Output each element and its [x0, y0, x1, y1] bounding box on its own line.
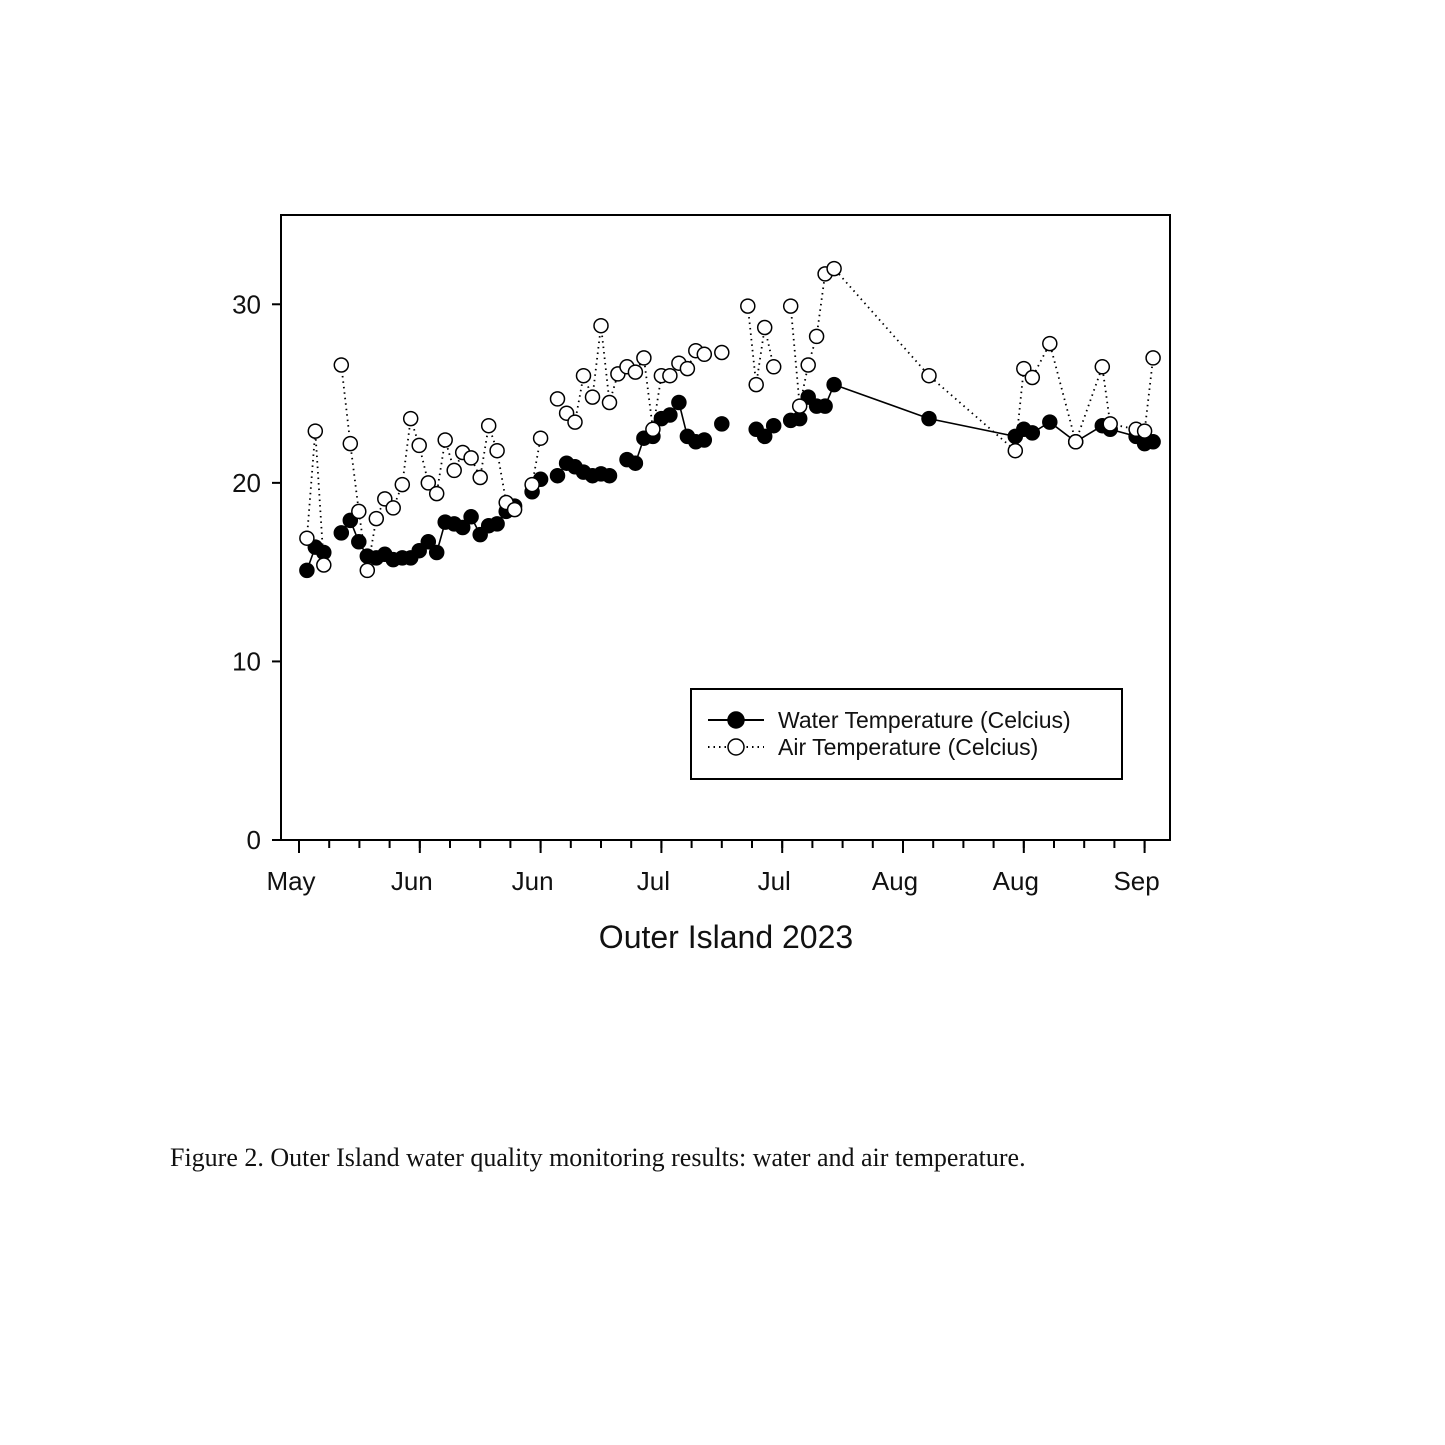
air-temp-point — [369, 512, 383, 526]
air-temp-point — [334, 358, 348, 372]
air-temp-point — [1069, 435, 1083, 449]
air-temp-point — [594, 319, 608, 333]
water-temp-point — [715, 417, 729, 431]
air-temp-point — [793, 399, 807, 413]
air-temp-point — [412, 438, 426, 452]
air-temp-point — [628, 365, 642, 379]
air-temp-point — [577, 369, 591, 383]
air-temp-point — [352, 504, 366, 518]
air-temp-point — [395, 478, 409, 492]
series-lines — [307, 269, 1153, 571]
air-temp-point — [525, 478, 539, 492]
air-temp-point — [741, 299, 755, 313]
air-temp-point — [534, 431, 548, 445]
legend-air-label: Air Temperature (Celcius) — [778, 734, 1039, 760]
air-temp-point — [680, 362, 694, 376]
air-temp-point — [438, 433, 452, 447]
y-tick-label: 10 — [232, 646, 261, 677]
air-temp-point — [1138, 424, 1152, 438]
water-temp-point — [334, 526, 348, 540]
air-temp-point — [586, 390, 600, 404]
air-temp-point — [360, 563, 374, 577]
water-temp-point — [628, 456, 642, 470]
air-temp-point — [464, 451, 478, 465]
legend-air-marker — [728, 739, 744, 755]
water-temp-point — [672, 396, 686, 410]
air-temp-point — [697, 347, 711, 361]
x-tick-label: Jul — [757, 866, 791, 896]
x-tick-label: Jul — [636, 866, 671, 896]
air-temp-point — [922, 369, 936, 383]
air-temp-point — [343, 437, 357, 451]
air-temp-point — [508, 503, 522, 517]
x-tick-label: Jun — [511, 866, 554, 896]
y-tick-label: 0 — [246, 825, 261, 855]
air-temp-point — [646, 422, 660, 436]
water-temp-point — [1043, 415, 1057, 429]
water-temp-point — [767, 419, 781, 433]
axis-ticks — [232, 289, 1160, 896]
legend-water-label: Water Temperature (Celcius) — [778, 707, 1071, 733]
water-temp-point — [663, 408, 677, 422]
air-temp-point — [473, 471, 487, 485]
air-temp-point — [663, 369, 677, 383]
water-temp-point — [603, 469, 617, 483]
air-temp-point — [637, 351, 651, 365]
legend — [691, 689, 1122, 779]
air-temp-point — [300, 531, 314, 545]
air-temp-point — [1095, 360, 1109, 374]
x-tick-label: Aug — [992, 866, 1039, 896]
air-temp-point — [317, 558, 331, 572]
y-tick-label: 30 — [232, 289, 261, 320]
air-temp-point — [715, 346, 729, 360]
air-temp-point — [749, 378, 763, 392]
legend-water-marker — [728, 712, 744, 728]
air-temp-point — [1103, 417, 1117, 431]
air-temp-point — [404, 412, 418, 426]
air-temp-point — [447, 463, 461, 477]
air-temp-point — [1025, 371, 1039, 385]
water-temp-point — [352, 535, 366, 549]
air-temp-point — [603, 396, 617, 410]
water-temp-point — [922, 412, 936, 426]
air-temp-point — [1008, 444, 1022, 458]
air-temp-point — [767, 360, 781, 374]
air-temp-point — [568, 415, 582, 429]
water-temp-point — [1025, 426, 1039, 440]
water-temp-point — [551, 469, 565, 483]
water-temp-point — [697, 433, 711, 447]
air-temp-point — [1146, 351, 1160, 365]
air-temp-point — [386, 501, 400, 515]
series-points — [300, 262, 1160, 578]
x-tick-label: Jun — [390, 866, 433, 896]
x-axis-title: Outer Island 2023 — [598, 919, 854, 955]
air-temp-point — [482, 419, 496, 433]
x-tick-label: May — [266, 866, 316, 896]
figure-caption: Figure 2. Outer Island water quality monitoring results: water and air temperature. — [170, 1143, 1026, 1172]
air-temp-point — [490, 444, 504, 458]
water-temp-point — [464, 510, 478, 524]
air-temp-point — [430, 487, 444, 501]
water-temp-point — [300, 563, 314, 577]
air-temp-point — [758, 321, 772, 335]
air-temp-point — [801, 358, 815, 372]
air-temp-point — [810, 329, 824, 343]
water-temp-point — [430, 546, 444, 560]
water-temp-point — [818, 399, 832, 413]
water-temp-point — [490, 517, 504, 531]
air-temp-point — [827, 262, 841, 276]
x-tick-label: Aug — [871, 866, 919, 896]
air-temp-point — [784, 299, 798, 313]
air-temp-point — [1043, 337, 1057, 351]
air-temp-line — [307, 269, 1153, 571]
water-temp-point — [827, 378, 841, 392]
air-temp-point — [551, 392, 565, 406]
air-temp-point — [308, 424, 322, 438]
y-tick-label: 20 — [232, 467, 261, 498]
x-tick-label: Sep — [1113, 866, 1160, 896]
